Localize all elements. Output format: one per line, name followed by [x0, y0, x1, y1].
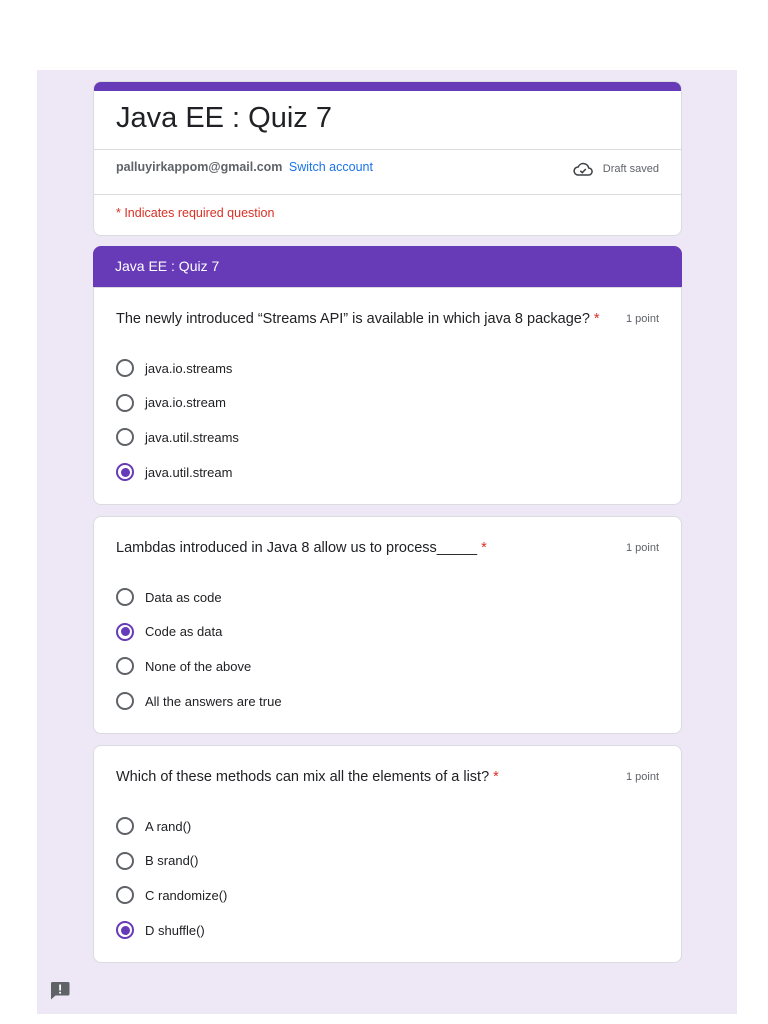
option-label: C randomize()	[145, 887, 228, 903]
required-asterisk: *	[481, 540, 487, 556]
option-label: java.io.streams	[145, 360, 233, 376]
form-title: Java EE : Quiz 7	[116, 102, 332, 134]
option-label: B srand()	[145, 853, 199, 869]
radio-button[interactable]	[116, 359, 134, 377]
switch-account-link[interactable]: Switch account	[288, 160, 373, 174]
question-card-2	[93, 516, 682, 734]
form-header-card	[93, 81, 682, 236]
radio-button[interactable]	[116, 921, 134, 939]
radio-button[interactable]	[116, 692, 134, 710]
option-label: None of the above	[145, 658, 252, 674]
radio-button[interactable]	[116, 463, 134, 481]
radio-option[interactable]	[116, 580, 282, 615]
radio-option[interactable]	[116, 386, 239, 421]
required-note: * Indicates required question	[116, 206, 275, 220]
question-points: 1 point	[625, 313, 659, 325]
section-title: Java EE : Quiz 7	[115, 258, 220, 274]
radio-button[interactable]	[116, 886, 134, 904]
question-text: The newly introduced “Streams API” is available in which java 8 package?	[116, 311, 590, 327]
option-label: java.util.stream	[145, 464, 233, 480]
radio-option[interactable]	[116, 844, 227, 879]
radio-button[interactable]	[116, 623, 134, 641]
draft-status	[573, 162, 659, 176]
radio-button[interactable]	[116, 588, 134, 606]
radio-option[interactable]	[116, 684, 282, 719]
radio-button[interactable]	[116, 657, 134, 675]
question-text: Which of these methods can mix all the elements of a list?	[116, 769, 490, 785]
radio-group	[116, 809, 227, 947]
radio-group	[116, 351, 239, 489]
question-title	[116, 769, 499, 785]
required-asterisk: *	[493, 769, 499, 785]
question-title	[116, 311, 600, 327]
radio-button[interactable]	[116, 852, 134, 870]
option-label: D shuffle()	[145, 922, 205, 938]
radio-option[interactable]	[116, 913, 227, 948]
radio-option[interactable]	[116, 420, 239, 455]
option-label: Data as code	[145, 589, 222, 605]
divider	[94, 194, 681, 195]
section-header	[93, 246, 682, 288]
radio-group	[116, 580, 282, 718]
radio-option[interactable]	[116, 649, 282, 684]
question-card-3	[93, 745, 682, 963]
radio-button[interactable]	[116, 428, 134, 446]
radio-button[interactable]	[116, 817, 134, 835]
radio-option[interactable]	[116, 351, 239, 386]
account-email: palluyirkappom@gmail.com	[116, 160, 283, 174]
radio-button[interactable]	[116, 394, 134, 412]
option-label: java.io.stream	[145, 395, 226, 411]
question-points: 1 point	[625, 771, 659, 783]
question-text: Lambdas introduced in Java 8 allow us to process_____	[116, 540, 478, 556]
radio-option[interactable]	[116, 615, 282, 650]
required-asterisk: *	[593, 311, 600, 327]
draft-status-text: Draft saved	[602, 163, 659, 175]
option-label: Code as data	[145, 624, 223, 640]
radio-option[interactable]	[116, 455, 239, 490]
header-accent-bar	[94, 82, 681, 91]
question-card-1	[93, 287, 682, 505]
option-label: All the answers are true	[145, 693, 282, 709]
report-problem-icon[interactable]	[50, 981, 70, 1000]
option-label: java.util.streams	[145, 429, 239, 445]
question-points: 1 point	[625, 542, 659, 554]
account-info	[116, 160, 373, 174]
option-label: A rand()	[145, 818, 192, 834]
question-title	[116, 540, 487, 556]
divider	[94, 149, 681, 150]
radio-option[interactable]	[116, 878, 227, 913]
cloud-check-icon	[573, 162, 593, 176]
radio-option[interactable]	[116, 809, 227, 844]
